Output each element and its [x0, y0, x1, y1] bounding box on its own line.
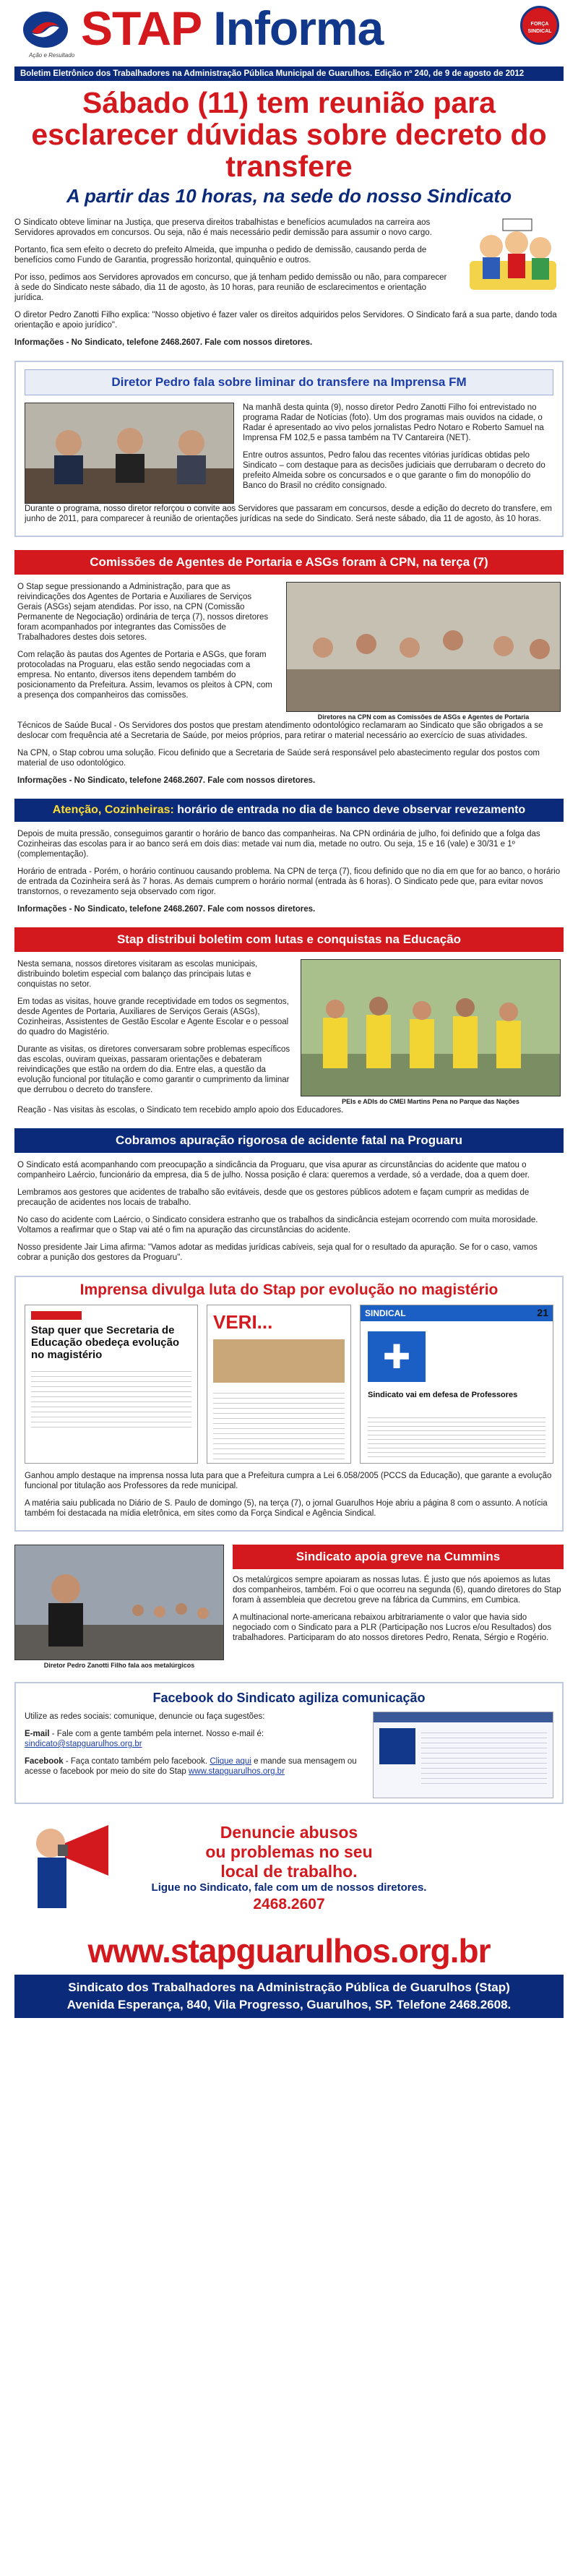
- cozinheiras-title-lead: Atenção, Cozinheiras:: [52, 804, 174, 816]
- info-text: Informações - No Sindicato, telefone 2468.2607. Fale com nossos diretores.: [14, 338, 313, 347]
- magisterio-paragraph: A matéria saiu publicada no Diário de S. Paulo de domingo (5), na terça (7), o jornal Guarulhos Hoje abriu a página 8 com o assunto. A notícia também foi destacada na mídia eletrônica, em sites como da Força Sindical e Agência Sindical.: [25, 1499, 548, 1518]
- cummins-photo-graphic: [15, 1545, 224, 1660]
- intro-paragraph: O diretor Pedro Zanotti Filho explica: "Nosso objetivo é fazer valer os direitos adquiridos pelos Servidores. O Sindicato fará a sua parte, dando toda orientação e apoio jurídico".: [14, 311, 557, 330]
- proguaru-paragraph: O Sindicato está acompanhando com preocupação a sindicância da Proguaru, que visa apurar as circunstâncias do acidente que matou o companheiro Laércio, funcionário da empresa, dia 5 de julho. Nossa posição é clara: queremos a verdade, só a verdade, doa a quem doer.: [17, 1161, 530, 1180]
- site-link[interactable]: www.stapguarulhos.org.br: [188, 1767, 285, 1776]
- cozinheiras-title-rest: horário de entrada no dia de banco deve observar revezamento: [173, 804, 526, 816]
- facebook-header-bar: [374, 1712, 553, 1722]
- email-text: - Fale com a gente também pela internet. Nosso e-mail é:: [49, 1730, 264, 1738]
- comissoes-section: [14, 550, 564, 786]
- seal-text: FORÇA SINDICAL: [527, 21, 552, 34]
- facebook-text: e mande sua mensagem ou acesse o facebook por meio do site do Stap: [25, 1757, 357, 1776]
- cummins-section: [14, 1545, 564, 1669]
- proguaru-paragraph: Lembramos aos gestores que acidentes de trabalho são evitáveis, desde que os gestores públicos adotem e façam cumprir as medidas de precaução de acidentes nos locais de trabalho.: [17, 1188, 530, 1207]
- cozinheiras-section: [14, 799, 564, 914]
- stap-logo-icon: [22, 10, 69, 49]
- newspaper-clip-3: [360, 1305, 553, 1464]
- studio-photo-graphic: [25, 403, 234, 504]
- newspaper-clip-2: [207, 1305, 351, 1464]
- cummins-paragraph: A multinacional norte-americana rebaixou arbitrariamente o valor que havia sido negociado com o Sindicato para a PLR (Participação nos Lucros e/ou Resultados) dos trabalhadores. Participaram do ato nossos diretores Pedro, Renata, Sérgio e Rogério.: [233, 1613, 552, 1642]
- comissoes-title: Comissões de Agentes de Portaria e ASGs foram à CPN, na terça (7): [14, 550, 564, 575]
- clip-sindical-label: SINDICAL: [361, 1305, 553, 1321]
- comissoes-paragraph: O Stap segue pressionando a Administração, para que as reivindicações dos Agentes de Portaria e Auxiliares de Serviços Gerais (ASGs) sejam atendidas. Por isso, na CPN (Comissão Permanente de Negociação) ordinária de terça (7), nossos diretores foram acompanhados por integrantes das Comissões de Trabalhadores destes dois setores.: [17, 583, 269, 642]
- cummins-strike-photo: [14, 1545, 224, 1660]
- denuncie-sub: Ligue no Sindicato, fale com um de nossos diretores.: [151, 1881, 427, 1894]
- cartoon-illustration: [462, 218, 564, 297]
- facebook-paragraph: Utilize as redes sociais: comunique, denuncie ou faça sugestões:: [25, 1712, 265, 1721]
- masthead: [0, 0, 578, 66]
- cummins-title: Sindicato apoia greve na Cummins: [233, 1545, 564, 1569]
- proguaru-paragraph: No caso do acidente com Laércio, o Sindicato considera estranho que os trabalhos da sindicância estejam ocorrendo com muita morosidade. Voltamos a reafirmar que o Stap vai até o fim na apuração das circunstâncias do acidente.: [17, 1216, 538, 1235]
- facebook-box: [14, 1682, 564, 1804]
- facebook-text: - Faça contato também pelo facebook.: [63, 1757, 210, 1766]
- info-line: Informações - No Sindicato, telefone 2468.2607. Fale com nossos diretores.: [17, 776, 316, 785]
- title-informa: Informa: [213, 1, 384, 55]
- comissoes-paragraph: Com relação às pautas dos Agentes de Portaria e ASGs, que foram protocoladas na Proguaru, elas estão sendo negociadas com a empresa. No entanto, diversos itens dependem também do posicionamento da Prefeitura. Assim, levamos os pleitos à CPN, com a presença dos companheiros das comissões.: [17, 651, 272, 700]
- cozinheiras-title: [14, 799, 564, 822]
- magisterio-title: Imprensa divulga luta do Stap por evolução no magistério: [79, 1281, 499, 1298]
- masthead-title: [81, 3, 383, 53]
- email-label: E-mail: [25, 1730, 50, 1738]
- headline: Sábado (11) tem reunião para esclarecer dúvidas sobre decreto do transfere: [31, 86, 547, 183]
- educators-caption: PEIs e ADIs do CMEI Martins Pena no Parque das Nações: [342, 1098, 519, 1105]
- facebook-click-link[interactable]: Clique aqui: [210, 1757, 251, 1766]
- comissoes-paragraph: Na CPN, o Stap cobrou uma solução. Ficou definido que a Secretaria de Saúde será responsável pelo abastecimento regular dos postos com material de uso odontológico.: [17, 749, 540, 768]
- pedro-paragraph: Durante o programa, nosso diretor reforçou o convite aos Servidores que passaram em concursos, desde a edição do decreto do transfere, em junho de 2011, para comparecer à reunião de orientações jurídicas na sede do Sindicato. Será neste sábado, dia 11 de agosto, às 10 horas.: [25, 505, 553, 523]
- clip-headline: VERI...: [213, 1311, 273, 1333]
- subheadline: A partir das 10 horas, na sede do nosso Sindicato: [66, 185, 512, 207]
- magisterio-box: [14, 1276, 564, 1532]
- facebook-feed-lines: [421, 1728, 547, 1786]
- denuncie-phone: 2468.2607: [253, 1896, 325, 1912]
- pedro-title: Diretor Pedro fala sobre liminar do transfere na Imprensa FM: [25, 369, 553, 395]
- bulletin-bar: Boletim Eletrônico dos Trabalhadores na Administração Pública Municipal de Guarulhos. Edição nº 240, de 9 de agosto de 2012: [14, 66, 564, 81]
- email-link[interactable]: sindicato@stapguarulhos.org.br: [25, 1740, 142, 1748]
- intro-paragraph: O Sindicato obteve liminar na Justiça, que preserva direitos trabalhistas e benefícios acumulados na carreira aos Servidores aprovados em concursos. Ou seja, não é mais necessário pedir demissão para assumir o novo cargo.: [14, 218, 432, 237]
- cozinheiras-paragraph: Horário de entrada - Porém, o horário continuou causando problema. Na CPN de terça (7), ficou definido que no dia em que for ao banco, o horário de entrada da Cozinheira será às 7 horas. As demais cumprem o horário normal (entrada às 6 horas). O Sindicato pede que, para evitar novos transtornos, o revezamento seja observado com rigor.: [17, 867, 561, 896]
- magisterio-paragraph: Ganhou amplo destaque na imprensa nossa luta para que a Prefeitura cumpra a Lei 6.058/2005 (PCCS da Educação), que garante a evolução funcional por titulação aos Professores da rede municipal.: [25, 1472, 552, 1490]
- clip-headline: Stap quer que Secretaria de Educação obedeça evolução no magistério: [31, 1324, 180, 1361]
- facebook-title: Facebook do Sindicato agiliza comunicação: [152, 1691, 426, 1705]
- pedro-paragraph: Na manhã desta quinta (9), nosso diretor Pedro Zanotti Filho foi entrevistado no programa Radar de Notícias (foto). Um dos programas mais ouvidos na cidade, o Radar é apresentado ao vivo pelos jornalistas Pedro Notaro e Roberto Samuel na Imprensa FM 102,5 e passa também na TV Cantareira (NET).: [243, 403, 544, 442]
- educators-photo: [301, 959, 561, 1096]
- facebook-profile-image: [379, 1728, 415, 1764]
- cpn-caption: Diretores na CPN com as Comissões de ASGs e Agentes de Portaria: [317, 713, 530, 721]
- clip-text-lines: [213, 1388, 345, 1461]
- educacao-paragraph: Em todas as visitas, houve grande receptividade em todos os segmentos, desde Agentes de Portaria, Auxiliares de Serviços Gerais (ASGs), Cozinheiras, Assistentes de Gestão Escolar e Agente Escolar e o pessoal do quadro do Magistério.: [17, 997, 289, 1036]
- footer-website[interactable]: www.stapguarulhos.org.br: [87, 1932, 491, 1970]
- pedro-radio-box: [14, 361, 564, 537]
- educacao-title: Stap distribui boletim com lutas e conquistas na Educação: [14, 927, 564, 952]
- footer-line: Sindicato dos Trabalhadores na Administração Pública de Guarulhos (Stap): [68, 1980, 510, 1994]
- facebook-paragraph: [25, 1756, 364, 1777]
- educacao-section: [14, 927, 564, 1115]
- cummins-caption: Diretor Pedro Zanotti Filho fala aos metalúrgicos: [43, 1662, 195, 1669]
- comissoes-paragraph: Técnicos de Saúde Bucal - Os Servidores dos postos que prestam atendimento odontológico reclamaram ao Sindicato que são obrigados a se deslocar com frequência até a Secretaria de Saúde, por meios próprios, para retirar o material necessário ao exercício de suas atividades.: [17, 721, 543, 740]
- forca-sindical-seal: [520, 6, 559, 45]
- footer-address: [14, 1975, 564, 2018]
- denuncie-line: local de trabalho.: [220, 1862, 358, 1881]
- footer-line: Avenida Esperança, 840, Vila Progresso, Guarulhos, SP. Telefone 2468.2608.: [66, 1998, 512, 2012]
- intro-section: [14, 218, 564, 310]
- facebook-label: Facebook: [25, 1757, 64, 1766]
- intro-paragraph: Por isso, pedimos aos Servidores aprovados em concurso, que já tenham pedido demissão ou não, para comparecer à sede do Sindicato neste sábado, dia 11 de agosto, às 10 horas, para reunião de esclarecimentos e orientação jurídica.: [14, 273, 447, 302]
- proguaru-section: [14, 1128, 564, 1263]
- pedro-paragraph: Entre outros assuntos, Pedro falou das recentes vitórias jurídicas obtidas pelo Sindicato – com destaque para as decisões judiciais que derrubaram o decreto do prefeito Almeida sobre os concursados e o que garante o fim do monopólio do Banco do Brasil no crédito consignado.: [243, 451, 545, 490]
- info-line: Informações - No Sindicato, telefone 2468.2607. Fale com nossos diretores.: [17, 905, 316, 914]
- educacao-paragraph: Durante as visitas, os diretores conversaram sobre problemas específicos das escolas, ouviram queixas, passaram orientações e debateram reivindicações que estão na ordem do dia. Entre elas, a questão da evolução funcional por titulação e como garantir o cumprimento da liminar que derrubou o decreto do transfere.: [17, 1045, 290, 1094]
- denuncie-line: ou problemas no seu: [205, 1842, 373, 1861]
- facebook-page-screenshot: [373, 1712, 553, 1798]
- clip-text-lines: [31, 1367, 191, 1432]
- megaphone-person-icon: [14, 1814, 123, 1923]
- denuncie-line: Denuncie abusos: [220, 1823, 358, 1842]
- clip-headline: Sindicato vai em defesa de Professores: [368, 1391, 518, 1399]
- info-line: [14, 338, 564, 348]
- cpn-photo-graphic: [287, 583, 561, 712]
- educacao-paragraph: Reação - Nas visitas às escolas, o Sindicato tem recebido amplo apoio dos Educadores.: [17, 1106, 344, 1115]
- intro-paragraph: Portanto, fica sem efeito o decreto do prefeito Almeida, que impunha o pedido de demissão, causando perda de benefícios como Fundo de Garantia, progressão horizontal, quinquênio e outros.: [14, 246, 427, 265]
- clip-text-lines: [368, 1414, 545, 1457]
- email-paragraph: [25, 1729, 364, 1749]
- clip-red-tag: [31, 1311, 82, 1320]
- clip-photo: [213, 1339, 345, 1383]
- educators-photo-graphic: [301, 960, 561, 1096]
- proguaru-paragraph: Nosso presidente Jair Lima afirma: "Vamos adotar as medidas jurídicas cabíveis, seja qual for o resultado da apuração. Se for o caso, vamos cobrar a punição dos gestores da Proguaru".: [17, 1243, 538, 1262]
- clip-page-number: 21: [537, 1307, 548, 1318]
- cozinheiras-paragraph: Depois de muita pressão, conseguimos garantir o horário de banco das companheiras. Na CPN ordinária de julho, foi definido que a folga das Cozinheiras das escolas para ir ao banco será em dois dias: metade vai num dia, metade no outro. Ou seja, 15 e 16 (vale) e 30/31 e 1º (complementação).: [17, 830, 540, 859]
- title-stap: STAP: [81, 1, 201, 55]
- radio-studio-photo: [25, 403, 234, 504]
- educacao-paragraph: Nesta semana, nossos diretores visitaram as escolas municipais, distribuindo boletim especial com balanço das principais lutas e conquistas no setor.: [17, 960, 258, 989]
- denuncie-section: [14, 1814, 564, 1923]
- proguaru-title: Cobramos apuração rigorosa de acidente fatal na Proguaru: [14, 1128, 564, 1153]
- slogan: Ação e Resultado: [29, 52, 75, 59]
- newspaper-clip-1: [25, 1305, 198, 1464]
- cummins-paragraph: Os metalúrgicos sempre apoiaram as nossas lutas. É justo que nós apoiemos as lutas dos companheiros, também. Foi o que ocorreu na segunda (6), quando diretores do Stap foram à assembleia que decretou greve na fábrica da Cummins, em Cumbica.: [233, 1576, 561, 1605]
- plus-icon: ✚: [368, 1331, 426, 1382]
- cpn-meeting-photo: [286, 582, 561, 712]
